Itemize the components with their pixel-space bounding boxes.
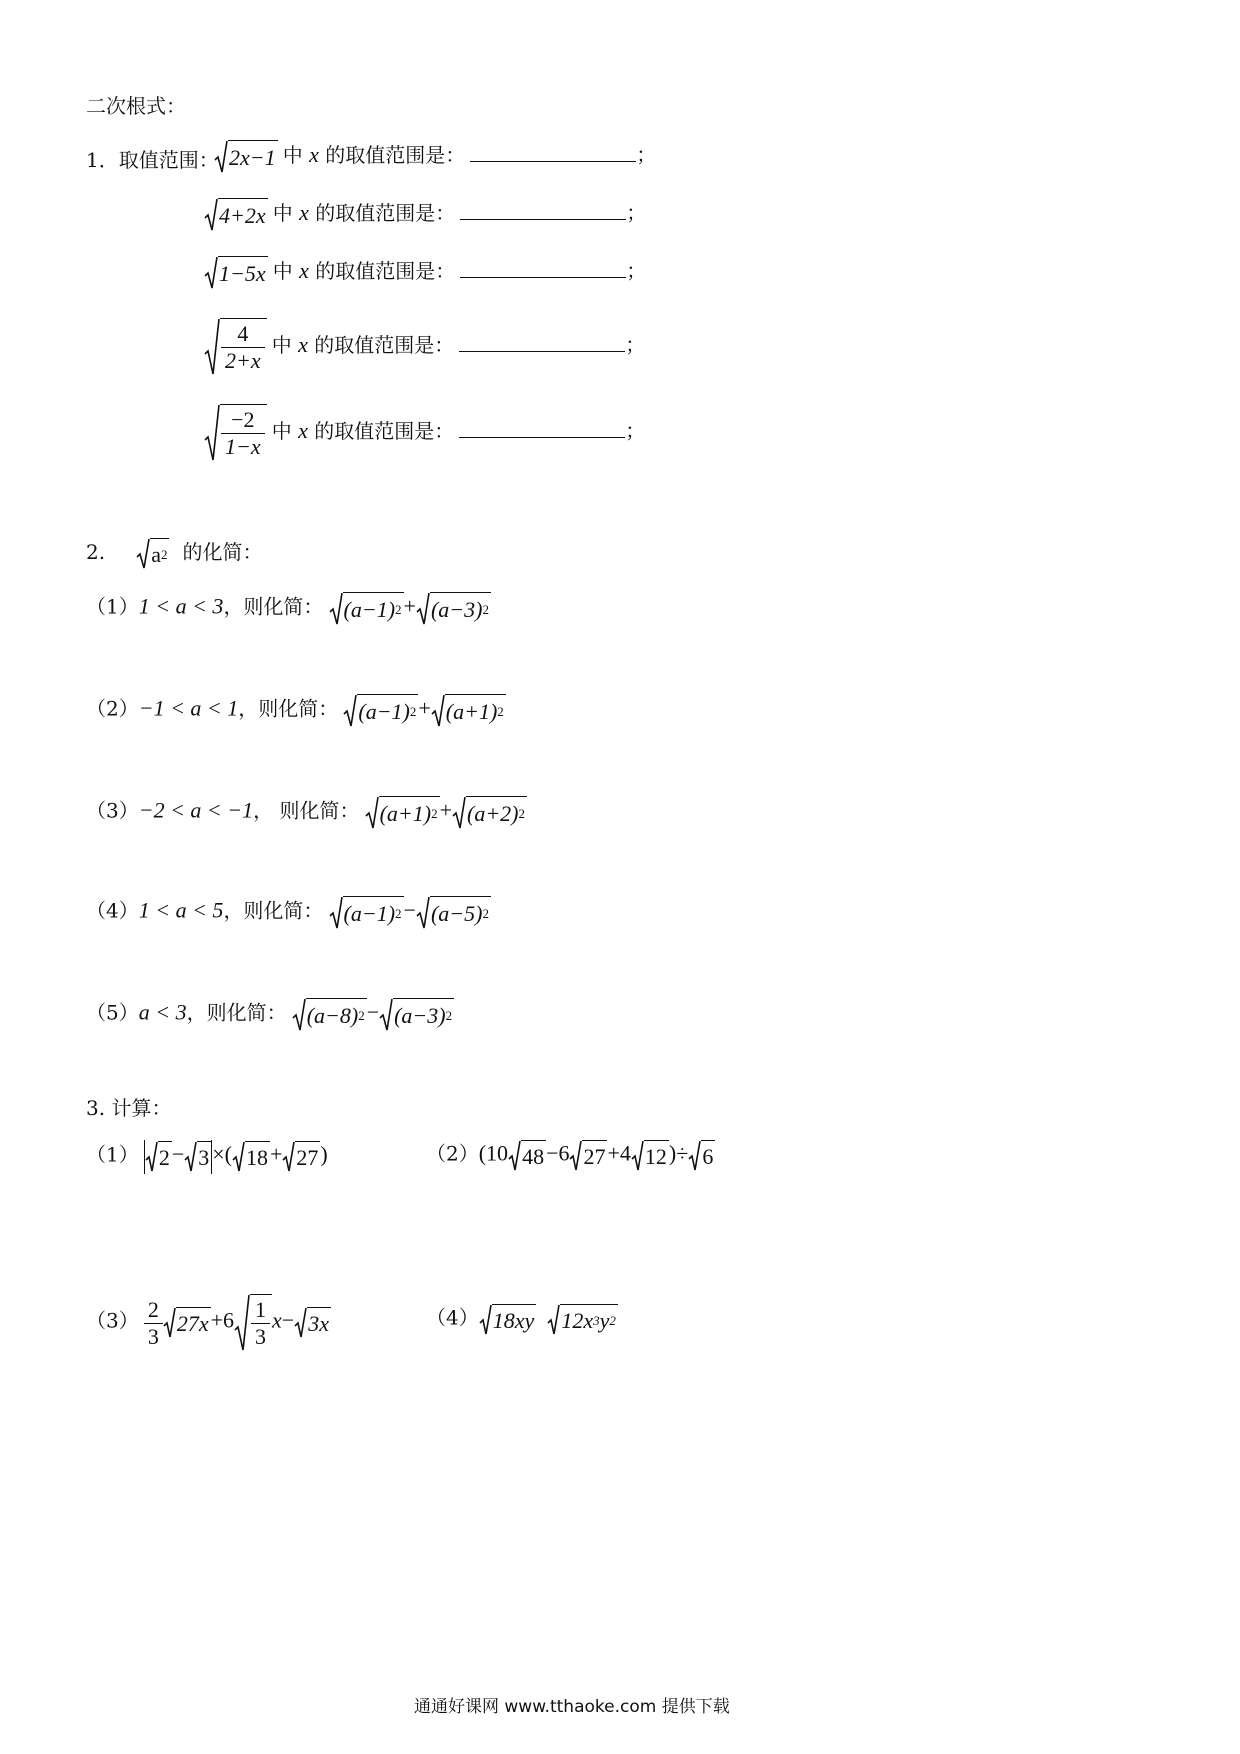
answer-blank-1[interactable]: [470, 143, 636, 162]
q2-header: 2. a 2 的化简：: [86, 538, 263, 570]
q1-label: 1．取值范围：: [86, 148, 219, 172]
section-title: 二次根式：: [86, 94, 186, 118]
sqrt-symbol: a 2: [136, 538, 169, 570]
q2-item-4: （4）1 < a < 5，则化简： (a−1) 2 − (a−5) 2: [86, 896, 491, 930]
q1-in-x: 中 x 的取值范围是：: [282, 141, 466, 167]
sqrt-symbol: [204, 198, 268, 232]
q3-part-1: （1） 2 − 3 ×( 18 + 27 ): [86, 1140, 328, 1174]
fraction: $\frac{2}{3}$: [144, 1297, 163, 1350]
q1-item-3: 1−5x 中 x 的取值范围是： ；: [204, 256, 646, 290]
q1-item-4: $\frac{4}{2+x}$ 中 x 的取值范围是： ；: [204, 318, 645, 376]
q1-item-1: 2x−1 中 x 的取值范围是： ；: [214, 140, 656, 174]
q2-item-3: （3）−2 < a < −1， 则化简： (a+1) 2 + (a+2) 2: [86, 796, 527, 830]
sqrt-symbol: [214, 140, 278, 174]
fraction: $\frac{-2}{1-x}$: [221, 407, 265, 460]
q2-item-5: （5）a < 3，则化简： (a−8) 2 − (a−3) 2: [86, 998, 454, 1032]
q2-item-1: （1）1 < a < 3，则化简： (a−1) 2 + (a−3) 2: [86, 592, 491, 626]
q1-item-2: 4+2x 中 x 的取值范围是： ；: [204, 198, 646, 232]
q3-part-3: （3） $\frac{2}{3}$ 27x +6 $\frac{1}{3}$ x− 3x: [86, 1294, 331, 1352]
footer-credit: 通通好课网 www.tthaoke.com 提供下载: [414, 1697, 730, 1717]
sqrt-symbol: [204, 256, 268, 290]
q3-label: 3. 计算：: [86, 1096, 172, 1120]
q3-part-4: （4） 18xy 12x 3 y 2: [426, 1304, 618, 1336]
q2-item-2: （2）−1 < a < 1，则化简： (a−1) 2 + (a+1) 2: [86, 694, 506, 728]
answer-blank-3[interactable]: [460, 259, 626, 278]
sqrt-symbol: [204, 318, 267, 376]
q1-item-5: $\frac{-2}{1-x}$ 中 x 的取值范围是： ；: [204, 404, 645, 462]
q3-part-2: （2）(10 48 −6 27 +4 12 )÷ 6: [426, 1140, 715, 1172]
answer-blank-5[interactable]: [459, 419, 625, 438]
q1-radicand-2: 4+2x: [218, 198, 268, 232]
fraction: $\frac{4}{2+x}$: [221, 321, 265, 374]
q1-radicand-1: 2x−1: [228, 140, 278, 174]
answer-blank-4[interactable]: [459, 333, 625, 352]
sqrt-symbol: [204, 404, 267, 462]
answer-blank-2[interactable]: [460, 201, 626, 220]
q1-radicand-3: 1−5x: [218, 256, 268, 290]
